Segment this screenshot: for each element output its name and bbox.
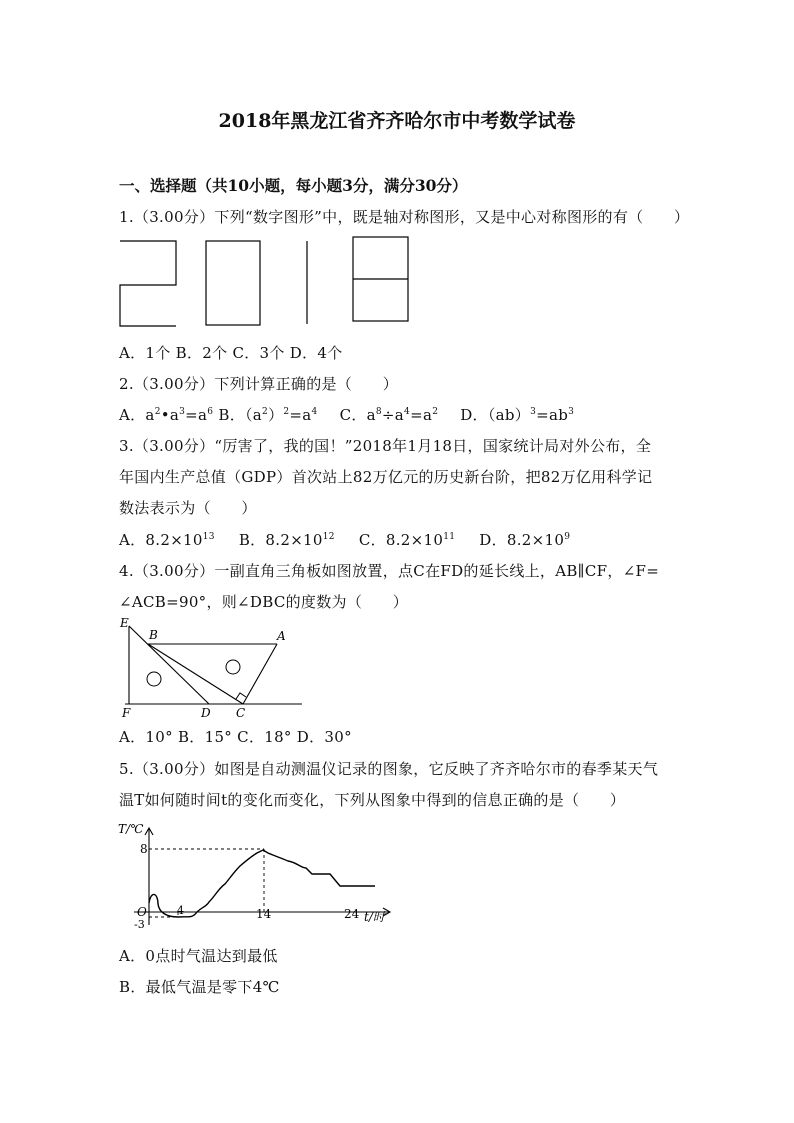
q3-option-b: B．$8.2\times 10^{12}$ (238, 531, 335, 549)
q4-stem-line1: 4.（3.00分）一副直角三角板如图放置，点C在FD的延长线上，AB∥CF，∠F= (119, 562, 660, 580)
q5-option-a: A．0点时气温达到最低 (119, 947, 278, 965)
section-heading: 一、选择题（共10小题，每小题3分，满分30分） (119, 176, 468, 195)
q2-option-a: A．$a^2•a^3=a^6$ (119, 406, 214, 424)
q1-stem: 1.（3.00分）下列“数字图形”中，既是轴对称图形，又是中心对称图形的有（ ） (119, 208, 690, 226)
label-e: E (120, 616, 129, 630)
q2-option-d: D．$(ab)^3=ab^3$ (460, 406, 575, 424)
q5-stem-line2: 温T如何随时间t的变化而变化，下列从图象中得到的信息正确的是（ ） (119, 791, 626, 809)
y-tick-8: 8 (140, 842, 148, 856)
y-tick-minus3: -3 (134, 918, 145, 931)
label-d: D (201, 706, 211, 720)
q5-option-b: B．最低气温是零下4℃ (119, 978, 280, 996)
q3-stem-line1: 3.（3.00分）“厉害了，我的国！”2018年1月18日，国家统计局对外公布，全 (119, 437, 652, 455)
q5-stem-line1: 5.（3.00分）如图是自动测温仪记录的图象，它反映了齐齐哈尔市的春季某天气 (119, 760, 659, 778)
q3-stem-line2: 年国内生产总值（GDP）首次站上82万亿元的历史新台阶，把82万亿用科学记 (119, 468, 653, 486)
q4-stem-line2: ∠ACB=90°，则∠DBC的度数为（ ） (119, 593, 409, 611)
q1-options: A．1个 B．2个 C．3个 D．4个 (119, 344, 343, 362)
label-c: C (236, 706, 246, 720)
label-a: A (277, 629, 286, 643)
origin-label: O (137, 905, 147, 919)
y-axis-label: T/℃ (118, 822, 144, 836)
q3-option-a: A．$8.2\times 10^{13}$ (119, 531, 215, 549)
label-f: F (122, 706, 131, 720)
x-axis-label: t/时 (364, 910, 385, 924)
q3-option-c: C．$8.2\times 10^{11}$ (358, 531, 456, 549)
q2-stem: 2.（3.00分）下列计算正确的是（ ） (119, 375, 399, 393)
q3-stem-line3: 数法表示为（ ） (119, 499, 257, 517)
label-b: B (149, 628, 158, 642)
x-tick-4: 4 (177, 904, 184, 917)
q2-option-c: C．$a^8\div a^4=a^2$ (339, 406, 439, 424)
q2-option-b: B．$(a^2)^2=a^4$ (213, 406, 318, 424)
q3-option-d: D．$8.2\times 10^9$ (479, 531, 571, 549)
x-tick-14: 14 (256, 907, 272, 921)
exam-title: 2018年黑龙江省齐齐哈尔市中考数学试卷 (218, 110, 576, 132)
x-tick-24: 24 (344, 907, 360, 921)
q4-options: A．10° B．15° C．18° D．30° (119, 728, 352, 746)
